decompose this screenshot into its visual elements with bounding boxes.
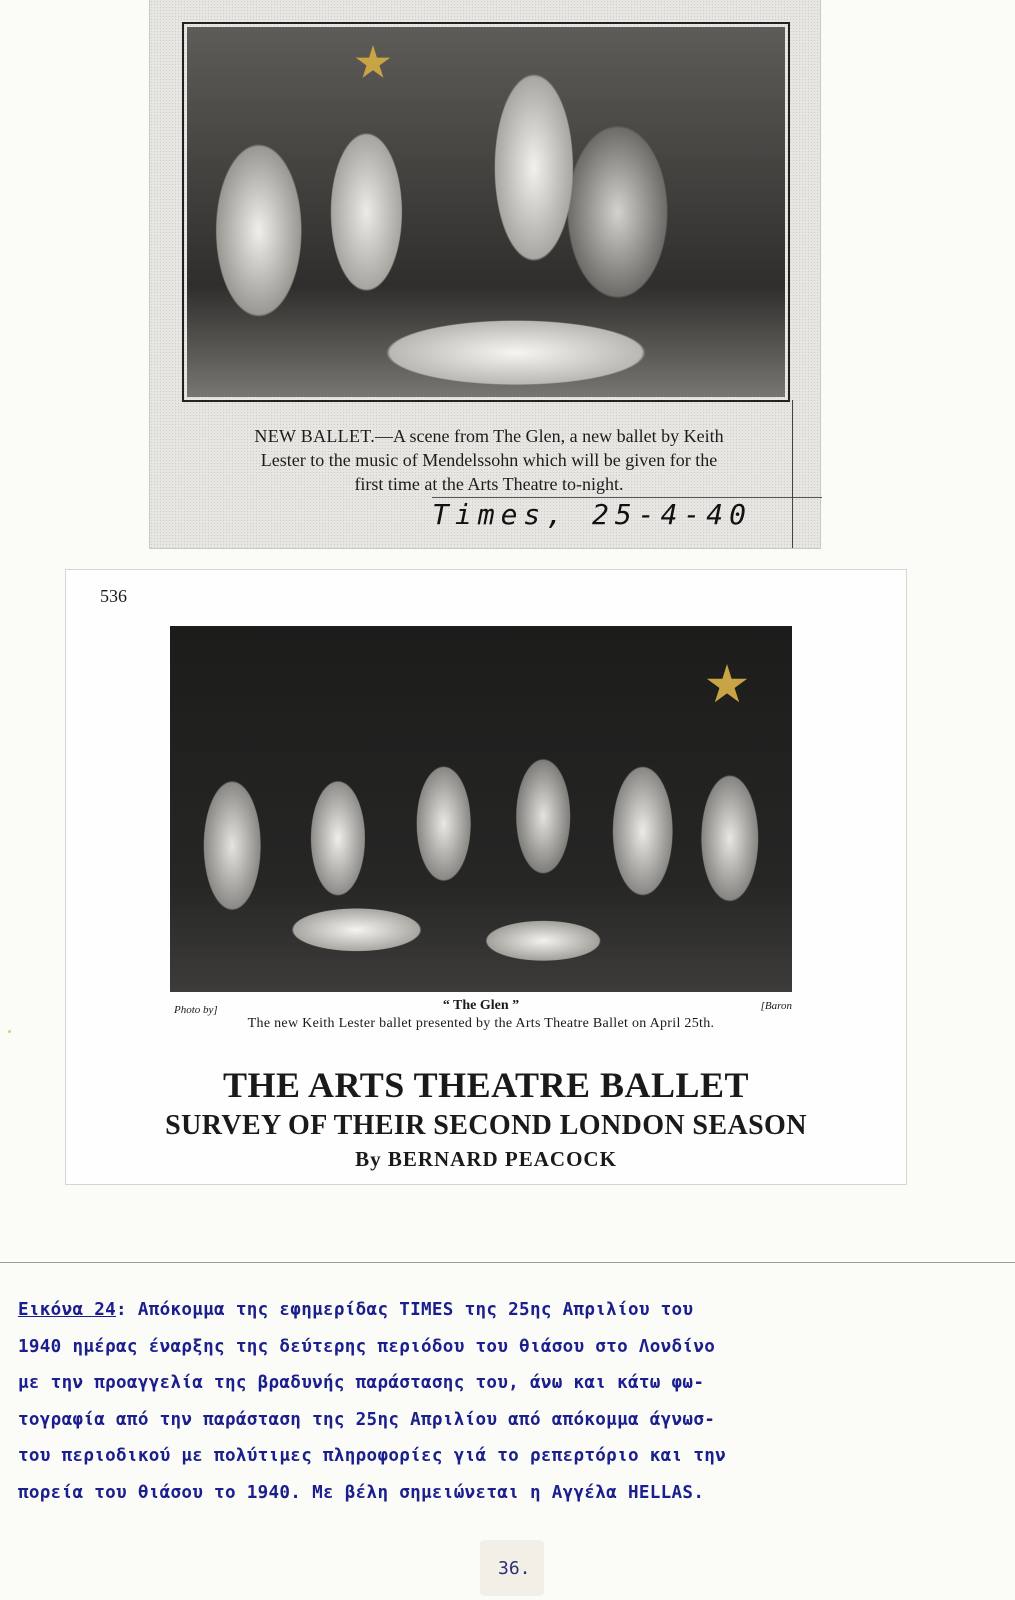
paper-speck (8, 1030, 11, 1033)
typed-figure-note (18, 1292, 1003, 1511)
note-line-3: με την προαγγελία της βραδυνής παράστασης του, άνω και κάτω φω- (18, 1373, 705, 1393)
photo-caption (185, 424, 793, 496)
note-line-2: 1940 ημέρας έναρξης της δεύτερης περιόδου του θιάσου στο Λονδίνο (18, 1336, 716, 1357)
caption-line-3: first time at the Arts Theatre to-night. (354, 474, 624, 494)
caption-line-1: —A scene from The Glen, a new ballet by Keith (375, 426, 724, 446)
note-line-1 (18, 1292, 1003, 1329)
ballet-scene-photo (187, 27, 785, 397)
note-line-1-text: : Απόκομμα της εφημερίδας TIMES της 25ης Απριλίου του (116, 1300, 694, 1320)
page-number-label (480, 1540, 544, 1596)
photo-title: “ The Glen ” (442, 998, 520, 1013)
times-clipping (150, 0, 820, 548)
photo-credit-left: Photo by] (174, 1004, 218, 1016)
figure-label: Εικόνα 24 (18, 1300, 117, 1320)
page-number: 536 (100, 586, 127, 606)
caption-lead: NEW BALLET. (254, 426, 376, 446)
divider (0, 1262, 1015, 1263)
article-subheadline: SURVEY OF THEIR SECOND LONDON SEASON (165, 1110, 807, 1141)
magazine-clipping (66, 570, 906, 1184)
the-glen-photo (170, 626, 792, 992)
page-footer-number: 36. (498, 1558, 531, 1579)
handwritten-source-date: Times, 25-4-40 (432, 497, 822, 534)
caption-line-2: Lester to the music of Mendelssohn which will be given for the (260, 450, 718, 470)
note-line-6: πορεία του θιάσου το 1940. Με βέλη σημειώνεται η Αγγέλα HELLAS. (18, 1482, 705, 1503)
photo-credit-right: [Baron (760, 1000, 792, 1012)
star-icon (355, 45, 391, 81)
article-headline: THE ARTS THEATRE BALLET (222, 1065, 750, 1105)
note-line-4: τογραφία από την παράσταση της 25ης Απριλίου από απόκομμα άγνωσ- (18, 1409, 716, 1430)
ballet-photo-frame (182, 22, 790, 402)
article-byline: By BERNARD PEACOCK (355, 1147, 617, 1171)
star-icon (706, 664, 748, 706)
note-line-5: του περιοδικού με πολύτιμες πληροφορίες γιά το ρεπερτόριο και την (18, 1446, 727, 1466)
clipping-edge (792, 400, 793, 548)
photo-description: The new Keith Lester ballet presented by the Arts Theatre Ballet on April 25th. (247, 1016, 715, 1031)
